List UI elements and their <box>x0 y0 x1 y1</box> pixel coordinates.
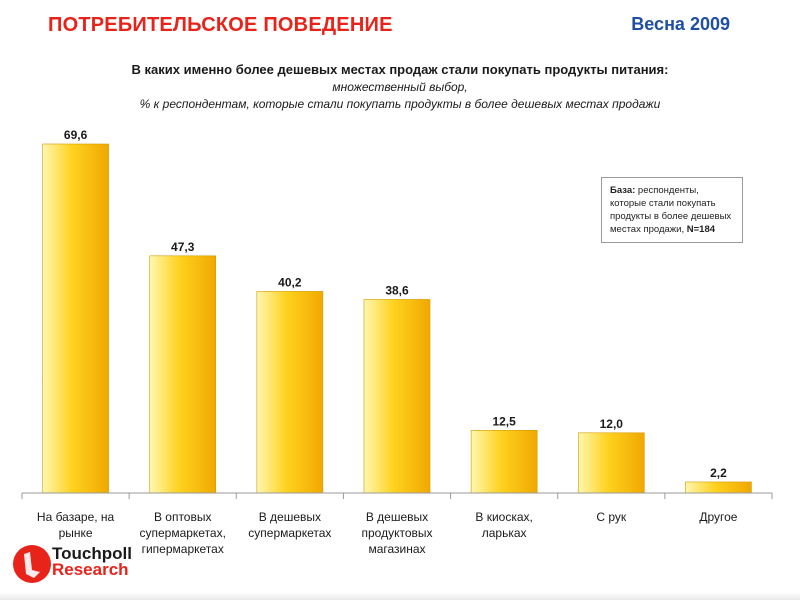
bar-6 <box>578 433 644 493</box>
logo-text <box>52 546 132 578</box>
value-label-2: 47,3 <box>171 239 195 254</box>
category-label-1: На базаре, на рынке <box>36 510 115 540</box>
bar-5 <box>471 430 537 493</box>
base-note-label: База: <box>610 185 636 196</box>
chart-question: В каких именно более дешевых местах продаж стали покупать продукты питания: <box>131 62 669 77</box>
season-label: Весна 2009 <box>631 14 730 34</box>
category-label-6: С рук <box>596 510 627 524</box>
base-note <box>601 177 743 243</box>
chart-subtitle-2: % к респондентам, которые стали покупать продукты в более дешевых местах продажи <box>139 97 661 111</box>
bar-1 <box>43 144 109 493</box>
chart-subtitle-1: множественный выбор, <box>332 80 468 94</box>
bar-2 <box>150 256 216 493</box>
category-label-7: Другое <box>699 510 738 524</box>
category-label-3: В дешевых супермаркетах <box>248 510 332 540</box>
category-label-5: В киосках, ларьках <box>475 510 533 540</box>
logo-line-2: Research <box>52 560 129 579</box>
base-note-text: респонденты, которые стали покупать продукты в более дешевых местах продажи, <box>610 185 732 235</box>
page-title: ПОТРЕБИТЕЛЬСКОЕ ПОВЕДЕНИЕ <box>48 14 393 36</box>
bar-4 <box>364 299 430 493</box>
footer-divider <box>0 592 800 600</box>
value-label-6: 12,0 <box>599 416 623 431</box>
value-label-1: 69,6 <box>63 128 88 142</box>
category-label-4: В дешевых продуктовых магазинах <box>361 510 433 556</box>
value-label-3: 40,2 <box>278 275 302 290</box>
bar-7 <box>685 482 751 493</box>
logo-line-1: Touchpoll <box>52 544 132 563</box>
base-note-n: N=184 <box>686 224 716 235</box>
bar-3 <box>257 291 323 493</box>
value-label-5: 12,5 <box>492 414 516 429</box>
value-label-4: 38,6 <box>385 283 409 298</box>
value-label-7: 2,2 <box>710 465 727 480</box>
category-label-2: В оптовых супермаркетах, гипермаркетах <box>139 510 226 556</box>
